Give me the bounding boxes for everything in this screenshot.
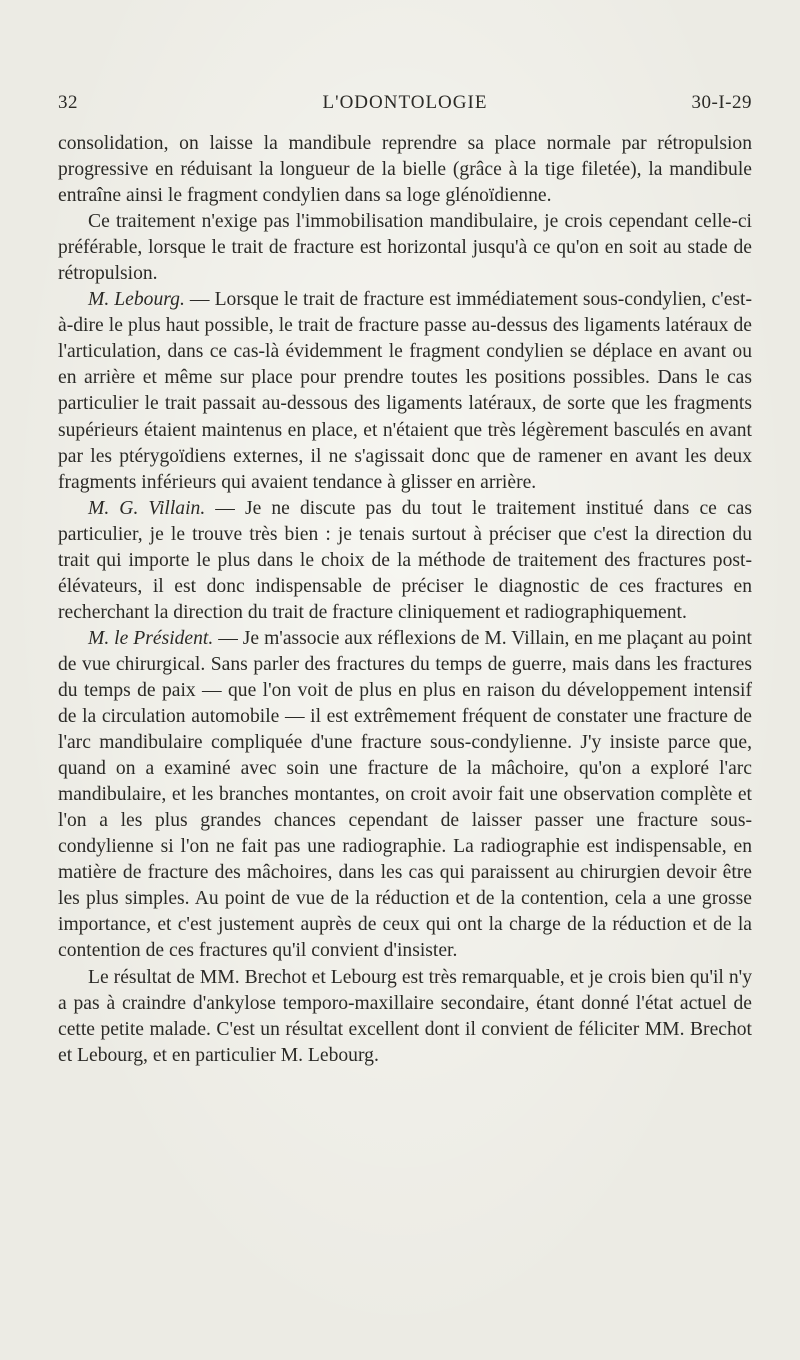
paragraph bbox=[58, 496, 752, 626]
issue-date: 30-I-29 bbox=[691, 92, 752, 113]
body-text bbox=[58, 131, 752, 1069]
paragraph-text: — Je ne discute pas du tout le traitement institué dans ce cas particulier, je le trouve très bien : je tenais surtout à préciser que c'est la direction du trait qui importe le plus dans le choix de la méthode de traitement des fractures post-élévateurs, il est donc indispensable de préciser le diagnostic de ces fractures en recherchant la direction du trait de fracture cliniquement et radiographiquement. bbox=[58, 497, 752, 623]
page-number: 32 bbox=[58, 92, 78, 113]
speaker-name: M. G. Villain. bbox=[88, 497, 206, 519]
paragraph-text: Ce traitement n'exige pas l'immobilisation mandibulaire, je crois cependant celle-ci préférable, lorsque le trait de fracture est horizontal jusqu'à ce qu'on en soit au stade de rétropulsion. bbox=[58, 211, 752, 285]
journal-title: L'ODONTOLOGIE bbox=[322, 92, 488, 113]
paragraph-text: — Lorsque le trait de fracture est immédiatement sous-condylien, c'est-à-dire le plus haut possible, le trait de fracture passe au-dessus des ligaments latéraux de l'articulation, dans ce cas-là évidemment le fragment condylien se déplace en avant ou en arrière et même sur place pour prendre toutes les positions possibles. Dans le cas particulier le trait passait au-dessous des ligaments latéraux, de sorte que les fragments supérieurs étaient maintenus en place, et n'étaient que très légèrement basculés en avant par les ptérygoïdiens externes, il ne s'agissait donc que de ramener en avant les deux fragments inférieurs qui avaient tendance à glisser en arrière. bbox=[58, 289, 752, 493]
speaker-name: M. le Président. bbox=[88, 627, 214, 649]
paragraph-text: — Je m'associe aux réflexions de M. Villain, en me plaçant au point de vue chirurgical. Sans parler des fractures du temps de guerre, mais dans les fractures du temps de paix — que l'on voit de plus en plus en raison du développement intensif de la circulation automobile — il est extrêmement fréquent de constater une fracture de l'arc mandibulaire compliquée d'une fracture sous-condylienne. J'y insiste parce que, quand on a examiné avec soin une fracture de la mâchoire, qu'on a exploré l'arc mandibulaire, et les branches montantes, on croit avoir fait une observation complète et l'on a les plus grandes chances cependant de laisser passer une fracture sous-condylienne si l'on ne fait pas une radiographie. La radiographie est indispensable, en matière de fracture des mâchoires, dans les cas qui paraissent au chirurgien devoir être les plus simples. Au point de vue de la réduction et de la contention, cela a une grosse importance, et c'est justement auprès de ceux qui ont la charge de la réduction et de la contention de ces fractures qu'il convient d'insister. bbox=[58, 627, 752, 962]
paragraph bbox=[58, 965, 752, 1069]
speaker-name: M. Lebourg. bbox=[88, 289, 185, 311]
paragraph-text: Le résultat de MM. Brechot et Lebourg est très remarquable, et je crois bien qu'il n'y a pas à craindre d'ankylose temporo-maxillaire secondaire, étant donné l'état actuel de cette petite malade. C'est un résultat excellent dont il convient de féliciter MM. Brechot et Lebourg, et en particulier M. Lebourg. bbox=[58, 966, 752, 1066]
paragraph bbox=[58, 209, 752, 287]
paragraph bbox=[58, 626, 752, 965]
paragraph bbox=[58, 131, 752, 209]
running-header bbox=[58, 92, 752, 122]
paragraph-text: consolidation, on laisse la mandibule reprendre sa place normale par rétropulsion progressive en réduisant la longueur de la bielle (grâce à la tige filetée), la mandibule entraîne ainsi le fragment condylien dans sa loge glénoïdienne. bbox=[58, 133, 752, 207]
paragraph bbox=[58, 287, 752, 495]
